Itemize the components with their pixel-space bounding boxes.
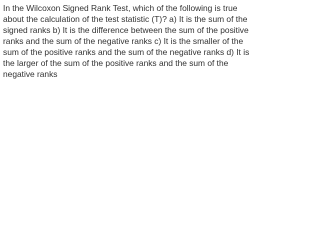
- question-text: In the Wilcoxon Signed Rank Test, which of the following is true about the calculation of the test statistic (T)? a) It is the sum of the signed ranks b) It is the difference between the sum of the positive ranks and the sum of the negative ranks c) It is the smaller of the sum of the positive ranks and the sum of the negative ranks d) It is the larger of the sum of the positive ranks and the sum of the negative ranks: [3, 3, 250, 79]
